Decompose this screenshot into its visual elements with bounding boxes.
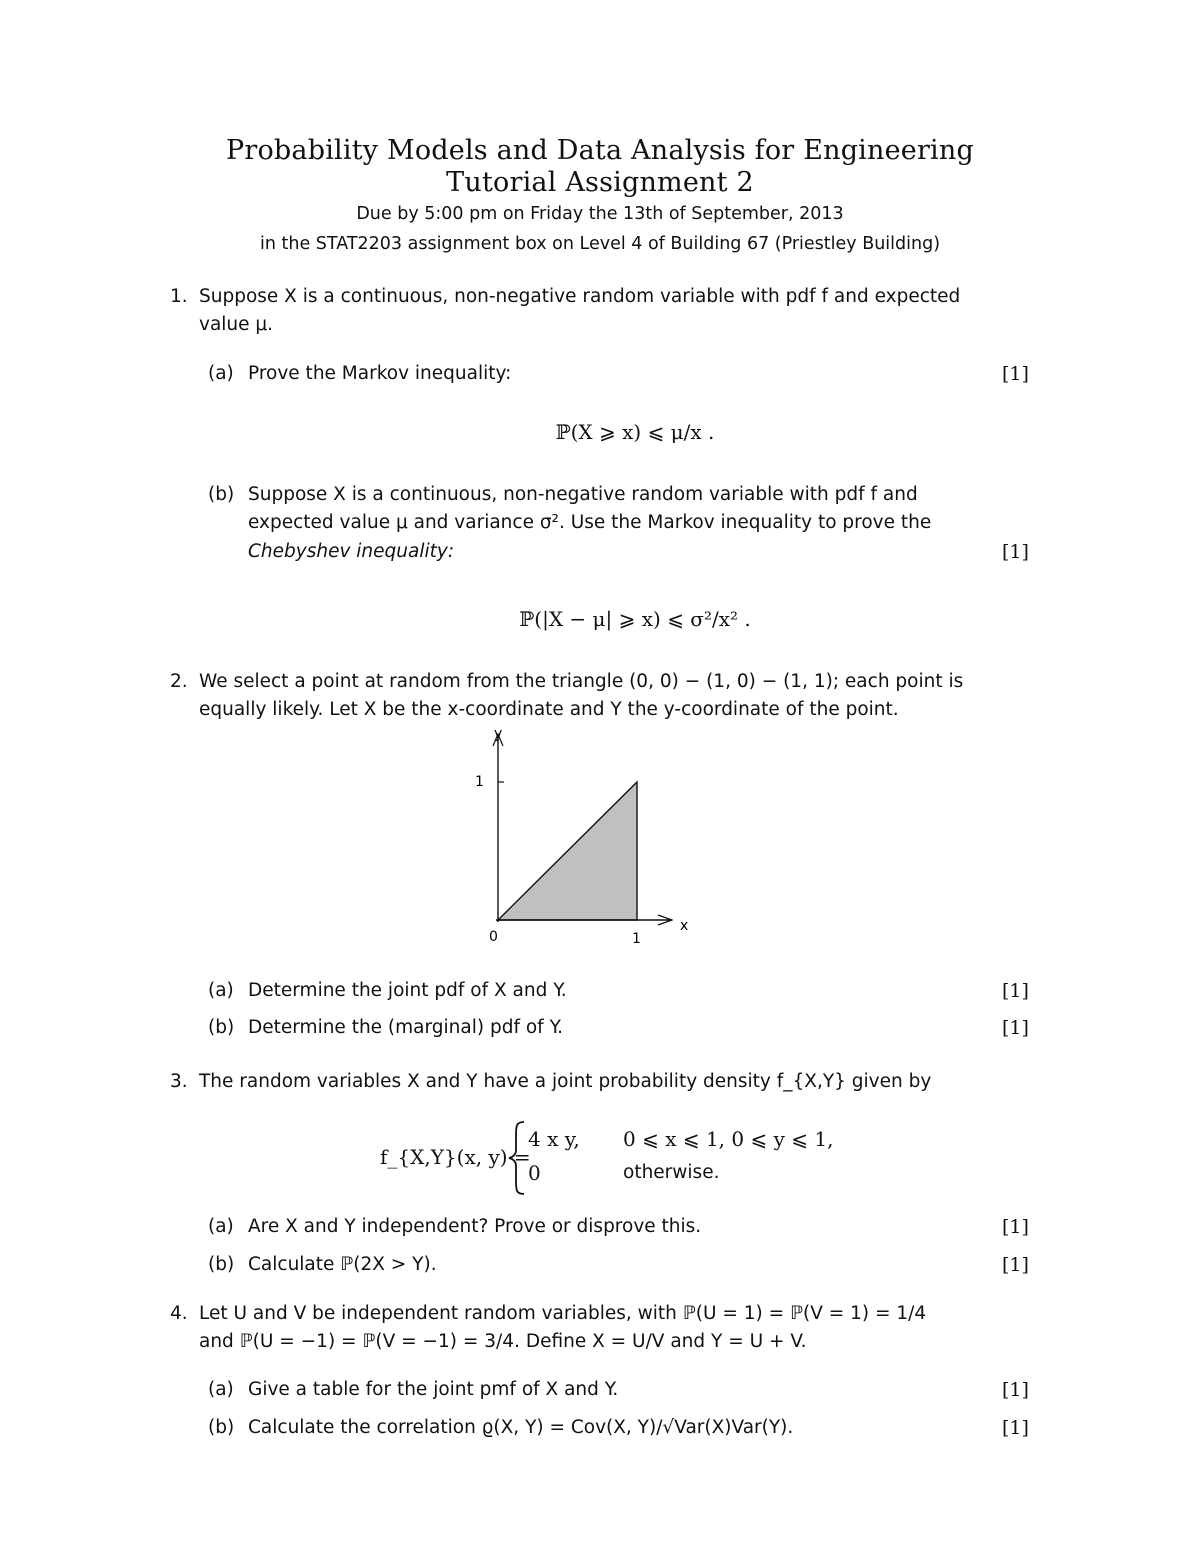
x-tick-label: 1	[632, 931, 641, 947]
document-subtitle: Tutorial Assignment 2	[446, 167, 754, 198]
question-1b-label: (b)	[208, 484, 235, 505]
question-4b-text: Calculate the correlation ϱ(X, Y) = Cov(X, Y)/√Var(X)Var(Y).	[248, 1417, 794, 1438]
question-1-text-line2: value μ.	[199, 314, 274, 335]
question-2-text-line2: equally likely. Let X be the x-coordinate and Y the y-coordinate of the point.	[199, 699, 899, 720]
question-3a-text: Are X and Y independent? Prove or disprove this.	[248, 1216, 702, 1237]
question-1a-label: (a)	[208, 363, 234, 384]
question-3b-text: Calculate ℙ(2X > Y).	[248, 1254, 437, 1275]
joint-density-lhs: f_{X,Y}(x, y) =	[380, 1145, 531, 1169]
case-1-expression: 4 x y,	[528, 1127, 580, 1151]
case-1-condition: 0 ⩽ x ⩽ 1, 0 ⩽ y ⩽ 1,	[623, 1127, 834, 1151]
question-3a-marks: [1]	[1002, 1216, 1029, 1238]
question-1b-marks: [1]	[1002, 541, 1029, 563]
case-2-condition: otherwise.	[623, 1162, 720, 1183]
question-1a-marks: [1]	[1002, 363, 1029, 385]
case-2-expression: 0	[528, 1161, 541, 1185]
y-axis-label: y	[494, 728, 503, 742]
question-2b-marks: [1]	[1002, 1017, 1029, 1039]
question-1b-text-line1: Suppose X is a continuous, non-negative random variable with pdf f and	[248, 484, 918, 505]
question-3b-label: (b)	[208, 1254, 235, 1275]
submission-location-line: in the STAT2203 assignment box on Level 4 of Building 67 (Priestley Building)	[259, 234, 941, 254]
document-title: Probability Models and Data Analysis for Engineering	[226, 135, 974, 166]
question-1a-text: Prove the Markov inequality:	[248, 363, 512, 384]
question-2b-label: (b)	[208, 1017, 235, 1038]
question-1-number: 1.	[170, 286, 188, 307]
question-1-text-line1: Suppose X is a continuous, non-negative random variable with pdf f and expected	[199, 286, 961, 307]
question-2-number: 2.	[170, 671, 188, 692]
question-4-number: 4.	[170, 1303, 188, 1324]
due-date-line: Due by 5:00 pm on Friday the 13th of September, 2013	[356, 204, 844, 224]
x-axis-label: x	[680, 918, 689, 934]
question-4-text-line1: Let U and V be independent random variables, with ℙ(U = 1) = ℙ(V = 1) = 1/4	[199, 1303, 927, 1324]
y-tick-label: 1	[475, 774, 484, 790]
question-2-text-line1: We select a point at random from the triangle (0, 0) − (1, 0) − (1, 1); each point is	[199, 671, 964, 692]
question-4a-marks: [1]	[1002, 1379, 1029, 1401]
question-4-text-line2: and ℙ(U = −1) = ℙ(V = −1) = 3/4. Define X = U/V and Y = U + V.	[199, 1331, 807, 1352]
question-2a-marks: [1]	[1002, 980, 1029, 1002]
question-1b-text-line2: expected value μ and variance σ². Use the Markov inequality to prove the	[248, 512, 932, 533]
question-4a-text: Give a table for the joint pmf of X and Y.	[248, 1379, 619, 1400]
markov-inequality-equation: ℙ(X ⩾ x) ⩽ μ/x .	[555, 420, 715, 444]
question-2a-label: (a)	[208, 980, 234, 1001]
origin-label: 0	[489, 929, 498, 945]
cases-brace	[506, 1120, 528, 1196]
question-4a-label: (a)	[208, 1379, 234, 1400]
question-3-number: 3.	[170, 1071, 188, 1092]
chebyshev-inequality-equation: ℙ(|X − μ| ⩾ x) ⩽ σ²/x² .	[519, 607, 751, 631]
question-3b-marks: [1]	[1002, 1254, 1029, 1276]
question-1b-text-line3: Chebyshev inequality:	[248, 541, 455, 562]
question-2b-text: Determine the (marginal) pdf of Y.	[248, 1017, 563, 1038]
question-4b-marks: [1]	[1002, 1417, 1029, 1439]
shaded-triangle	[498, 782, 637, 920]
question-3-text: The random variables X and Y have a joint probability density f_{X,Y} given by	[199, 1071, 932, 1092]
triangle-figure	[460, 728, 720, 954]
question-3a-label: (a)	[208, 1216, 234, 1237]
question-4b-label: (b)	[208, 1417, 235, 1438]
question-2a-text: Determine the joint pdf of X and Y.	[248, 980, 567, 1001]
